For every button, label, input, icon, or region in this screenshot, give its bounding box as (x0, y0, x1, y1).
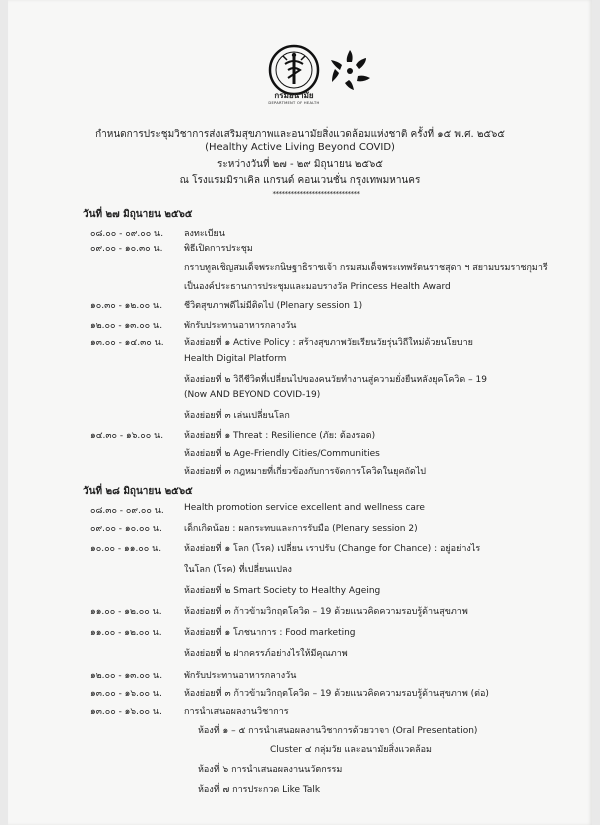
schedule-item: ห้องย่อยที่ ๓ กฎหมายที่เกี่ยวข้องกับการจัดการโควิดในยุคถัดไป (184, 467, 426, 477)
schedule-item: ในโลก (โรค) ที่เปลี่ยนแปลง (184, 565, 292, 575)
schedule-item: ห้องย่อยที่ ๑ โภชนาการ : Food marketing (184, 628, 356, 638)
document-page (8, 0, 592, 825)
schedule-item: ห้องย่อยที่ ๒ Smart Society to Healthy Ageing (184, 586, 381, 596)
schedule-subitem: ห้องที่ ๑ – ๕ การนำเสนอผลงานวิชาการด้วยวาจา (Oral Presentation) (198, 726, 478, 736)
schedule-item: พักรับประทานอาหารกลางวัน (184, 671, 297, 681)
schedule-subitem: ห้องที่ ๖ การนำเสนอผลงานนวัตกรรม (198, 765, 343, 775)
schedule-item: ห้องย่อยที่ ๒ Age-Friendly Cities/Communities (184, 449, 380, 459)
page-venue: ณ โรงแรมมิราเคิล แกรนด์ คอนเวนชั่น กรุงเทพมหานคร (179, 175, 421, 186)
schedule-item: พักรับประทานอาหารกลางวัน (184, 321, 297, 331)
schedule-time: ๑๑.๐๐ - ๑๒.๐๐ น. (90, 607, 162, 617)
schedule-subitem: ห้องที่ ๗ การประกวด Like Talk (198, 785, 321, 795)
schedule-time: ๑๐.๐๐ - ๑๑.๐๐ น. (90, 544, 162, 554)
schedule-time: ๑๑.๐๐ - ๑๒.๐๐ น. (90, 628, 162, 638)
schedule-time: ๑๓.๐๐ - ๑๖.๐๐ น. (90, 707, 162, 717)
page-date-range: ระหว่างวันที่ ๒๗ - ๒๙ มิถุนายน ๒๕๖๕ (217, 159, 383, 170)
schedule-item: Health promotion service excellent and wellness care (184, 503, 425, 513)
schedule-time: ๐๘.๓๐ - ๐๙.๐๐ น. (90, 506, 164, 516)
schedule-item: พิธีเปิดการประชุม (184, 244, 253, 254)
schedule-item: การนำเสนอผลงานวิชาการ (184, 707, 289, 717)
department-of-health-seal-icon (268, 44, 320, 96)
star-figures-logo-icon (326, 48, 374, 92)
schedule-item: ลงทะเบียน (184, 229, 225, 239)
logo-name: กรมอนามัย (274, 91, 314, 100)
schedule-item: เป็นองค์ประธานการประชุมและมอบรางวัล Princess Health Award (184, 282, 451, 292)
asterisk-divider: ***************************** (272, 190, 360, 198)
schedule-item: (Now AND BEYOND COVID-19) (184, 390, 321, 400)
page-subtitle-en: (Healthy Active Living Beyond COVID) (205, 142, 395, 153)
schedule-time: ๑๔.๓๐ - ๑๖.๐๐ น. (90, 431, 164, 441)
schedule-time: ๐๙.๐๐ - ๑๐.๐๐ น. (90, 524, 162, 534)
schedule-time: ๐๘.๐๐ - ๐๙.๐๐ น. (90, 229, 164, 239)
logo-subtitle: DEPARTMENT OF HEALTH (268, 101, 320, 105)
schedule-item: ชีวิตสุขภาพดีไม่มีติดไป (Plenary session 1) (184, 301, 363, 311)
schedule-item: ห้องย่อยที่ ๓ ก้าวข้ามวิกฤตโควิด – 19 ด้วยแนวคิดความรอบรู้ด้านสุขภาพ (184, 607, 468, 617)
schedule-item: กราบทูลเชิญสมเด็จพระกนิษฐาธิราชเจ้า กรมสมเด็จพระเทพรัตนราชสุดา ฯ สยามบรมราชกุมารี (184, 263, 548, 273)
schedule-time: ๑๓.๐๐ - ๑๖.๐๐ น. (90, 689, 162, 699)
schedule-time: ๑๐.๓๐ - ๑๒.๐๐ น. (90, 301, 163, 311)
page-title: กำหนดการประชุมวิชาการส่งเสริมสุขภาพและอนามัยสิ่งแวดล้อมแห่งชาติ ครั้งที่ ๑๕ พ.ศ. ๒๕๖๕ (95, 129, 505, 140)
schedule-item: Health Digital Platform (184, 354, 287, 364)
schedule-item: ห้องย่อยที่ ๒ ฝากครรภ์อย่างไรให้มีคุณภาพ (184, 649, 348, 659)
schedule-item: ห้องย่อยที่ ๑ Threat : Resilience (ภัย: ต้องรอด) (184, 431, 376, 441)
schedule-time: ๑๒.๐๐ - ๑๓.๐๐ น. (90, 671, 163, 681)
schedule-item: เด็กเกิดน้อย : ผลกระทบและการรับมือ (Plenary session 2) (184, 524, 418, 534)
schedule-item: ห้องย่อยที่ ๑ โลก (โรค) เปลี่ยน เราปรับ (Change for Chance) : อยู่อย่างไร (184, 544, 481, 554)
schedule-time: ๑๒.๐๐ - ๑๓.๐๐ น. (90, 321, 163, 331)
schedule-item: ห้องย่อยที่ ๓ เล่นเปลี่ยนโลก (184, 411, 290, 421)
schedule-item: ห้องย่อยที่ ๒ วิถีชีวิตที่เปลี่ยนไปของคนวัยทำงานสู่ความยั่งยืนหลังยุคโควิด – 19 (184, 375, 487, 385)
schedule-time: ๐๙.๐๐ - ๑๐.๓๐ น. (90, 244, 163, 254)
day1-title: วันที่ ๒๗ มิถุนายน ๒๕๖๕ (83, 209, 193, 220)
day2-title: วันที่ ๒๘ มิถุนายน ๒๕๖๕ (83, 486, 193, 497)
schedule-item: ห้องย่อยที่ ๓ ก้าวข้ามวิกฤตโควิด – 19 ด้วยแนวคิดความรอบรู้ด้านสุขภาพ (ต่อ) (184, 689, 489, 699)
schedule-time: ๑๓.๐๐ - ๑๔.๓๐ น. (90, 338, 164, 348)
schedule-item: ห้องย่อยที่ ๑ Active Policy : สร้างสุขภาพวัยเรียนวัยรุ่นวิถีใหม่ด้วยนโยบาย (184, 338, 473, 348)
schedule-subitem: Cluster ๔ กลุ่มวัย และอนามัยสิ่งแวดล้อม (270, 745, 432, 755)
